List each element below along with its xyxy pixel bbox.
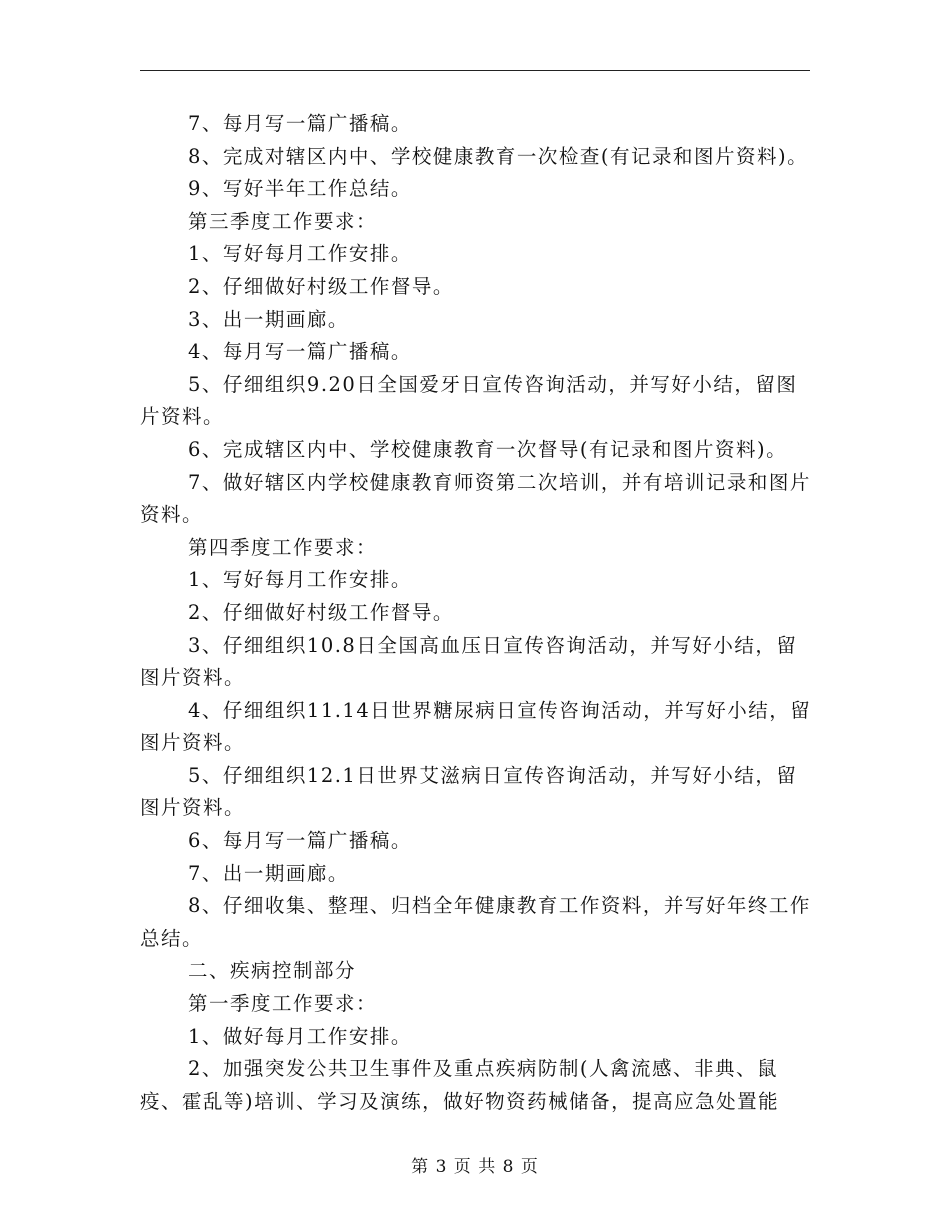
paragraph: 2、仔细做好村级工作督导。 bbox=[188, 600, 454, 624]
document-body bbox=[140, 108, 812, 1118]
paragraph: 5、仔细组织12.1日世界艾滋病日宣传咨询活动，并写好小结，留图片资料。 bbox=[140, 763, 798, 820]
paragraph: 3、仔细组织10.8日全国高血压日宣传咨询活动，并写好小结，留图片资料。 bbox=[140, 633, 798, 690]
paragraph: 2、加强突发公共卫生事件及重点疾病防制(人禽流感、非典、鼠疫、霍乱等)培训、学习及演练，做好物资药械储备，提高应急处置能 bbox=[140, 1057, 780, 1113]
section-heading: 第一季度工作要求： bbox=[188, 992, 378, 1016]
paragraph: 7、出一期画廊。 bbox=[188, 861, 349, 885]
paragraph: 7、做好辖区内学校健康教育师资第二次培训，并有培训记录和图片资料。 bbox=[140, 470, 811, 527]
paragraph: 1、做好每月工作安排。 bbox=[188, 1024, 412, 1048]
header-rule bbox=[140, 70, 810, 71]
section-heading: 第三季度工作要求： bbox=[188, 209, 378, 233]
paragraph: 6、完成辖区内中、学校健康教育一次督导(有记录和图片资料)。 bbox=[188, 437, 788, 461]
paragraph: 7、每月写一篇广播稿。 bbox=[188, 112, 412, 135]
paragraph: 1、写好每月工作安排。 bbox=[188, 568, 412, 592]
page-footer: 第 3 页 共 8 页 bbox=[411, 1157, 539, 1177]
section-heading: 第四季度工作要求： bbox=[188, 535, 378, 559]
paragraph: 8、仔细收集、整理、归档全年健康教育工作资料，并写好年终工作总结。 bbox=[140, 894, 811, 950]
paragraph: 6、每月写一篇广播稿。 bbox=[188, 829, 412, 853]
paragraph: 4、仔细组织11.14日世界糖尿病日宣传咨询活动，并写好小结，留图片资料。 bbox=[140, 698, 812, 755]
section-heading: 二、疾病控制部分 bbox=[188, 959, 357, 983]
paragraph: 3、出一期画廊。 bbox=[188, 307, 349, 331]
paragraph: 4、每月写一篇广播稿。 bbox=[188, 340, 412, 364]
paragraph: 2、仔细做好村级工作督导。 bbox=[188, 274, 454, 298]
paragraph: 1、写好每月工作安排。 bbox=[188, 242, 412, 266]
paragraph: 8、完成对辖区内中、学校健康教育一次检查(有记录和图片资料)。 bbox=[188, 144, 809, 168]
paragraph: 5、仔细组织9.20日全国爱牙日宣传咨询活动，并写好小结，留图片资料。 bbox=[140, 372, 798, 429]
paragraph: 9、写好半年工作总结。 bbox=[188, 177, 412, 201]
